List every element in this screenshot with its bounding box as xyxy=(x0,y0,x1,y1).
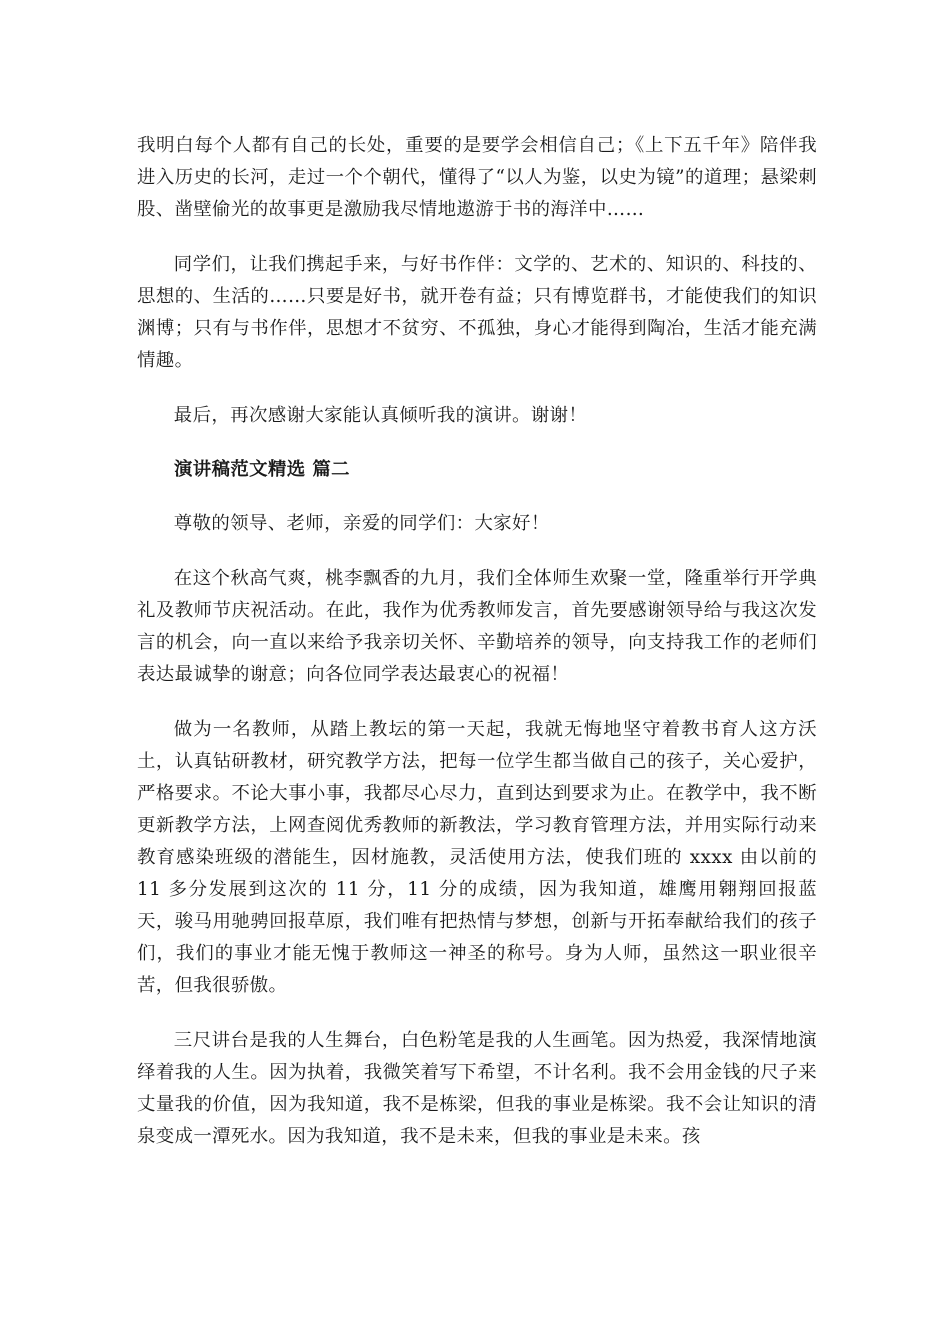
paragraph-teaching: 做为一名教师，从踏上教坛的第一天起，我就无悔地坚守着教书育人这方沃土，认真钻研教材，研究教学方法，把每一位学生都当做自己的孩子，关心爱护，严格要求。不论大事小事，我都尽心尽力，直到达到要求为止。在教学中，我不断更新教学方法，上网查阅优秀教师的新教法，学习教育管理方法，并用实际行动来教育感染班级的潜能生，因材施教，灵活使用方法，使我们班的 xxxx 由以前的 11 多分发展到这次的 11 分，11 分的成绩，因为我知道，雄鹰用翱翔回报蓝天，骏马用驰骋回报草原，我们唯有把热情与梦想，创新与开拓奉献给我们的孩子们，我们的事业才能无愧于教师这一神圣的称号。身为人师，虽然这一职业很辛苦，但我很骄傲。 xyxy=(137,719,817,996)
paragraph-reading-books: 我明白每个人都有自己的长处，重要的是要学会相信自己；《上下五千年》陪伴我进入历史的长河，走过一个个朝代，懂得了“以人为鉴，以史为镜”的道理；悬梁刺股、凿壁偷光的故事更是激励我尽情地遨游于书的海洋中…… xyxy=(137,135,817,220)
document-page xyxy=(137,130,817,1153)
section-heading: 演讲稿范文精选 篇二 xyxy=(174,459,350,480)
paragraph-thanks: 最后，再次感谢大家能认真倾听我的演讲。谢谢！ xyxy=(173,405,588,426)
paragraph-podium: 三尺讲台是我的人生舞台，白色粉笔是我的人生画笔。因为热爱，我深情地演绎着我的人生。因为执着，我微笑着写下希望，不计名利。我不会用金钱的尺子来丈量我的价值，因为我知道，我不是栋梁，但我的事业是栋梁。我不会让知识的清泉变成一潭死水。因为我知道，我不是未来，但我的事业是未来。孩 xyxy=(137,1030,817,1147)
paragraph-read-together: 同学们，让我们携起手来，与好书作伴：文学的、艺术的、知识的、科技的、思想的、生活的……只要是好书，就开卷有益；只有博览群书，才能使我们的知识渊博；只有与书作伴，思想才不贫穷、不孤独，身心才能得到陶冶，生活才能充满情趣。 xyxy=(137,254,817,371)
paragraph-opening: 在这个秋高气爽，桃李飘香的九月，我们全体师生欢聚一堂，隆重举行开学典礼及教师节庆祝活动。在此，我作为优秀教师发言，首先要感谢领导给与我这次发言的机会，向一直以来给予我亲切关怀、辛勤培养的领导，向支持我工作的老师们表达最诚挚的谢意；向各位同学表达最衷心的祝福！ xyxy=(137,568,817,685)
paragraph-greeting: 尊敬的领导、老师，亲爱的同学们：大家好！ xyxy=(173,513,550,534)
